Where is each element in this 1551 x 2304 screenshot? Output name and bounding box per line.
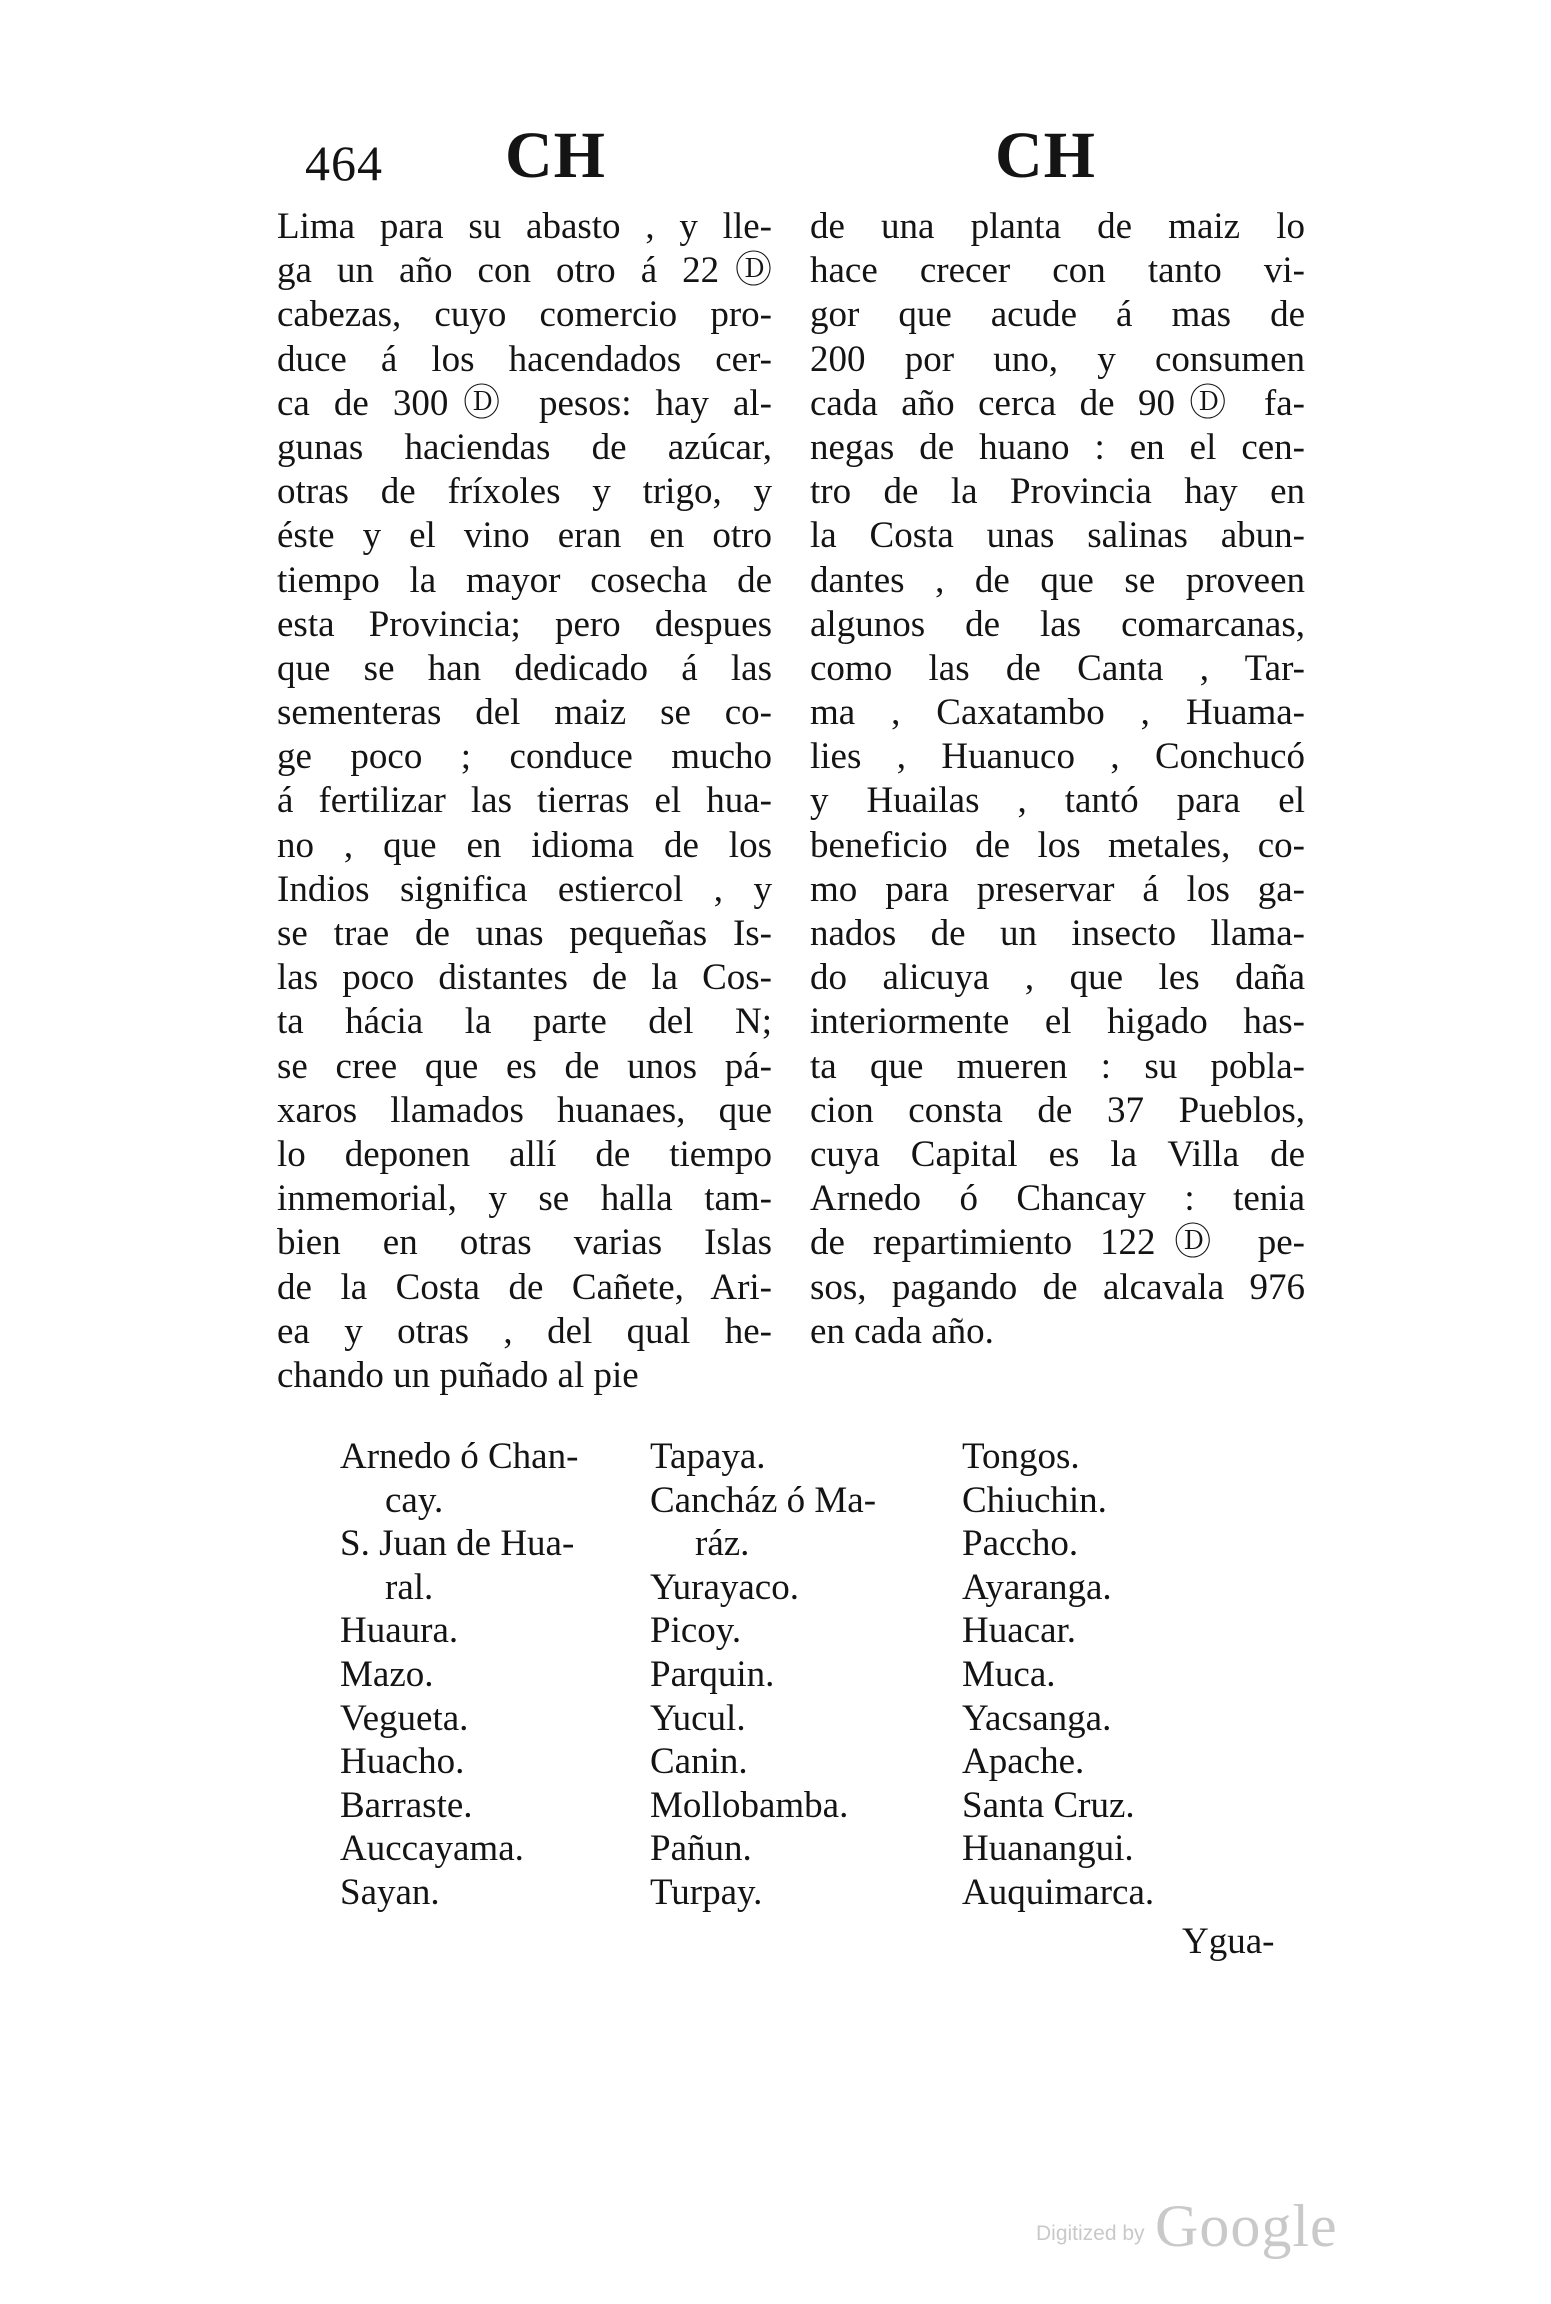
text-line: tro de la Provincia hay en [810, 471, 1305, 513]
text-line: esta Provincia; pero despues [277, 603, 772, 645]
text-line: ta hácia la parte del N; [277, 1001, 772, 1043]
text-line: dantes , de que se proveen [810, 559, 1305, 601]
text-line: lies , Huanuco , Conchucó [810, 736, 1305, 778]
place-name: Paccho. [962, 1523, 1079, 1565]
text-line: que se han dedicado á las [277, 647, 772, 689]
place-name: Tapaya. [650, 1436, 766, 1477]
place-list-column-1 [340, 1435, 640, 1915]
text-line: sos, pagando de alcavala 976 [810, 1266, 1305, 1308]
place-name: Picoy. [650, 1610, 742, 1652]
text-line: gor que acude á mas de [810, 294, 1305, 336]
place-name: Apache. [962, 1741, 1085, 1783]
place-name: Turpay. [650, 1871, 763, 1913]
text-line: en cada año. [810, 1310, 994, 1352]
place-name: Chiuchin. [962, 1479, 1107, 1521]
place-name: Mollobamba. [650, 1784, 849, 1826]
text-line: tiempo la mayor cosecha de [277, 559, 772, 601]
text-line: otras de fríxoles y trigo, y [277, 471, 772, 513]
place-name: Huanangui. [962, 1828, 1134, 1870]
text-line: de repartimiento 122Ⓓ pe- [810, 1222, 1305, 1264]
text-line: Indios significa estiercol , y [277, 868, 772, 910]
google-logo: Google [1155, 2193, 1338, 2259]
text-line: bien en otras varias Islas [277, 1222, 772, 1264]
text-line: de la Costa de Cañete, Ari- [277, 1266, 772, 1308]
place-name: ral. [385, 1566, 434, 1608]
text-line: lo deponen allí de tiempo [277, 1133, 772, 1175]
text-line: á fertilizar las tierras el hua- [277, 780, 772, 822]
place-name: Yucul. [650, 1697, 746, 1739]
place-name: Yurayaco. [650, 1566, 799, 1608]
text-line: sementeras del maiz se co- [277, 692, 772, 734]
text-line: mo para preservar á los ga- [810, 868, 1305, 910]
text-line: Lima para su abasto , y lle- [277, 206, 772, 247]
text-column-left [277, 205, 772, 1398]
text-line: ta que mueren : su pobla- [810, 1045, 1305, 1087]
text-line: xaros llamados huanaes, que [277, 1089, 772, 1131]
text-line: no , que en idioma de los [277, 824, 772, 866]
place-name: Arnedo ó Chan- [340, 1436, 579, 1477]
place-name: Santa Cruz. [962, 1784, 1135, 1826]
text-line: 200 por uno, y consumen [810, 338, 1305, 380]
running-head-left: CH [505, 119, 606, 192]
place-name: S. Juan de Hua- [340, 1523, 575, 1565]
text-line: cion consta de 37 Pueblos, [810, 1089, 1305, 1131]
text-line: ea y otras , del qual he- [277, 1310, 772, 1352]
text-line: ge poco ; conduce mucho [277, 736, 772, 778]
place-name: Pañun. [650, 1828, 752, 1870]
page-number: 464 [305, 135, 383, 191]
catchword: Ygua- [1182, 1921, 1275, 1962]
text-line: gunas haciendas de azúcar, [277, 426, 772, 468]
text-line: do alicuya , que les daña [810, 957, 1305, 999]
text-line: nados de un insecto llama- [810, 913, 1305, 954]
running-head-right: CH [995, 119, 1096, 192]
text-line: algunos de las comarcanas, [810, 603, 1305, 645]
text-line: éste y el vino eran en otro [277, 515, 772, 557]
text-line: Arnedo ó Chancay : tenia [810, 1178, 1305, 1220]
text-line: y Huailas , tantó para el [810, 780, 1305, 822]
text-line: ma , Caxatambo , Huama- [810, 692, 1305, 734]
place-name: Ayaranga. [962, 1566, 1112, 1608]
text-line: interiormente el higado has- [810, 1001, 1305, 1043]
place-name: Auquimarca. [962, 1871, 1155, 1913]
place-name: Sayan. [340, 1871, 440, 1913]
place-name: Muca. [962, 1653, 1056, 1695]
text-line: inmemorial, y se halla tam- [277, 1178, 772, 1220]
text-line: como las de Canta , Tar- [810, 647, 1305, 689]
place-name: Huacar. [962, 1610, 1077, 1652]
place-name: Auccayama. [340, 1828, 524, 1870]
place-name: ráz. [695, 1523, 750, 1565]
text-line: ca de 300Ⓓ pesos: hay al- [277, 382, 772, 424]
text-line: cabezas, cuyo comercio pro- [277, 294, 772, 336]
place-list-column-2 [650, 1435, 950, 1915]
text-line: cuya Capital es la Villa de [810, 1133, 1305, 1175]
text-line: se cree que es de unos pá- [277, 1045, 772, 1087]
page-header [0, 118, 1551, 208]
place-name: Huacho. [340, 1741, 465, 1783]
text-line: negas de huano : en el cen- [810, 426, 1305, 468]
text-line: duce á los hacendados cer- [277, 338, 772, 380]
place-list-column-3 [962, 1435, 1262, 1915]
digitized-by-google-watermark [1036, 2192, 1338, 2261]
place-name: Parquin. [650, 1653, 775, 1695]
text-line: ga un año con otro á 22Ⓓ [277, 250, 772, 292]
place-name: Mazo. [340, 1653, 434, 1695]
text-line: se trae de unas pequeñas Is- [277, 913, 772, 954]
place-name: Vegueta. [340, 1697, 469, 1739]
place-name: cay. [385, 1479, 444, 1521]
place-name: Cancház ó Ma- [650, 1479, 877, 1521]
text-line: de una planta de maiz lo [810, 206, 1305, 247]
place-name: Yacsanga. [962, 1697, 1112, 1739]
text-line: beneficio de los metales, co- [810, 824, 1305, 866]
text-line: la Costa unas salinas abun- [810, 515, 1305, 557]
watermark-prefix: Digitized by [1036, 2222, 1145, 2245]
text-column-right [810, 205, 1305, 1354]
place-name: Barraste. [340, 1784, 473, 1826]
place-name: Huaura. [340, 1610, 459, 1652]
place-name: Tongos. [962, 1436, 1080, 1477]
text-line: hace crecer con tanto vi- [810, 250, 1305, 292]
text-line: cada año cerca de 90Ⓓ fa- [810, 382, 1305, 424]
place-name: Canin. [650, 1741, 748, 1783]
text-line: las poco distantes de la Cos- [277, 957, 772, 999]
text-line: chando un puñado al pie [277, 1354, 639, 1396]
